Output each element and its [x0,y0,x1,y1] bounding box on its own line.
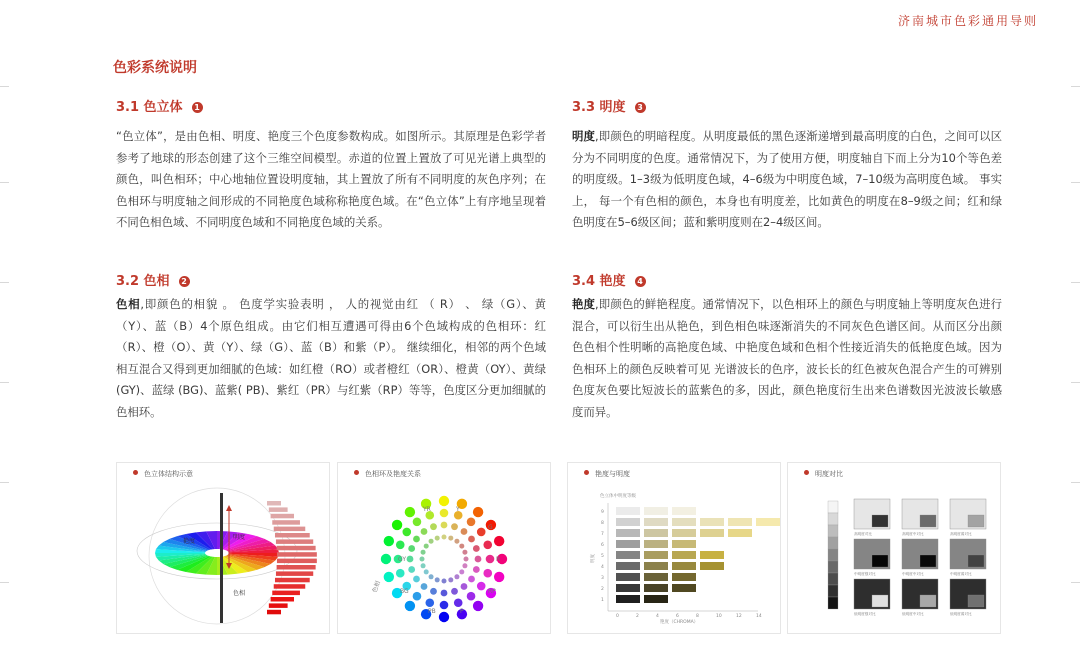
margin-tick [1071,182,1080,183]
section-body: ,即颜色的鲜艳程度。通常情况下，以色相环上的颜色与明度轴上等明度灰色进行混合，可以衍生出从艳色，到色相色味逐渐消失的不同灰色色谱区间。从而区分出颜色色相个性明晰的高艳度色域、中艳度色域和色相个性接近消失的低艳度色域。因为色相环上的颜色反映着可见 光谱波长的色序，波长长的红色被灰色混合产生的可辨别色度灰色要比短波长的蓝紫色的多，因此，颜色艳度衍生出来色谱数因光波波长敏感度而异。 [572,297,1002,419]
chroma-swatch [672,529,696,537]
y-ticks [601,509,604,603]
margin-tick [0,282,9,283]
gray-step [828,513,838,525]
page-heading: 色彩系统说明 [113,60,197,76]
margin-tick [1071,582,1080,583]
hue-dot [424,544,429,549]
hue-annotation: 色相 [233,590,246,597]
chroma-swatch [616,518,640,526]
section-badge: 2 [179,276,190,287]
hue-dot [413,517,422,526]
hue-dot [468,576,475,583]
hue-dot [408,545,415,552]
hue-dot [402,528,411,537]
red-swatch [277,546,316,551]
margin-tick [0,382,9,383]
chroma-swatch [672,562,696,570]
section-badge: 3 [635,102,646,113]
contrast-caption: 低明度中对比 [902,612,924,616]
figure-label [354,469,421,479]
gray-step [828,549,838,561]
section-brightness [572,98,1002,234]
x-tick-label: 10 [716,614,722,619]
section-hue [116,272,546,424]
hue-dot [467,517,476,526]
margin-tick [1071,482,1080,483]
figure-label [133,469,193,479]
hue-dot [473,601,483,611]
section-body: ,即颜色的相貌 。 色度学实验表明 ， 人的视觉由红 （ R） 、 绿（G）、黄（Y）、蓝（B）4个原色组成。由它们相互遭遇可得由6个色域构成的色相环：红（R）、橙（O）、黄（Y）、绿（G）、蓝（B）和紫（P）。 继续细化，相邻的两个色域相互混合又得到更加细腻的色域：如红橙（RO）或者橙红（OR）、橙黄（OY）、黄绿(GY)、蓝绿 (BG)、蓝紫( PB)、紫红（PR）与红紫（RP）等等，色度区分更加细腻的色相环。 [116,297,546,419]
figure-label-text: 明度对比 [815,470,843,478]
figure-hue-wheel [337,462,551,634]
x-tick-label: 14 [756,614,762,619]
hue-dot [435,577,440,582]
hue-dot [483,569,492,578]
contrast-grid [854,499,986,616]
gray-step [828,501,838,513]
brightness-axis [220,493,223,623]
contrast-inner-square [968,515,984,527]
hue-dot [442,579,447,584]
guide-title: 济南城市色彩通用导则 [897,14,1038,28]
contrast-inner-square [872,595,888,607]
chroma-swatch [644,584,668,592]
gray-scale-bar [828,501,838,609]
hue-dot [462,550,467,555]
chart-top-caption: 色立体中明度等级 [600,494,636,499]
chroma-swatch [644,573,668,581]
contrast-caption: 高明度中对比 [902,532,924,536]
section-lead: 艳度 [572,297,596,311]
y-tick-label: 5 [601,554,604,559]
hue-dot [439,496,449,506]
hue-dot [454,574,459,579]
section-title [572,272,1002,292]
red-swatch [269,507,288,512]
hue-dot [430,588,437,595]
hue-dot [440,601,449,610]
hue-dot [425,598,434,607]
y-tick-label: 3 [601,576,604,581]
y-axis-label: 明度 [591,554,596,563]
hue-dot [405,507,415,517]
hue-dot [435,536,440,541]
chroma-swatch [756,518,780,526]
figure-chroma-brightness [567,462,781,634]
section-title-text: 3.3 明度 [572,100,626,115]
gray-step [828,585,838,597]
x-tick-label: 4 [656,614,659,619]
bullet-icon [804,470,809,475]
hue-dot [408,566,415,573]
chroma-swatch [616,584,640,592]
chroma-swatches [616,507,780,603]
chroma-swatch [700,529,724,537]
hue-dot [384,572,394,582]
x-tick-label: 2 [636,614,639,619]
hue-dot [424,569,429,574]
hue-dot [421,563,426,568]
margin-tick [0,482,9,483]
chroma-swatch [728,529,752,537]
section-body: ,即颜色的明暗程度。从明度最低的黑色逐渐递增到最高明度的白色，之间可以区分为不同明度的色度。通常情况下，为了使用方便，明度轴自下而上分为10个等色差的明度级。1–3级为低明度色域，4–6级为中明度色域，7–10级为高明度色域。 事实上， 每一个有色相的颜色，本身也有明度差，比如黄色的明度在8–9级之间；红和绿色明度在5–6级区间；蓝和紫明度则在2–4级区间。 [572,129,1002,230]
hue-dot [454,598,463,607]
hue-dot [461,583,468,590]
red-swatch [275,578,310,583]
hue-dot [473,545,480,552]
section-title [116,98,546,118]
red-swatch [276,539,313,544]
red-swatch [267,610,281,615]
hue-wheel [155,531,279,575]
hue-dot [467,592,476,601]
x-ticks [616,613,762,619]
hue-dot [477,582,486,591]
section-lead: 明度 [572,129,596,143]
hue-label: G [488,524,493,531]
red-swatch [271,597,294,602]
hue-dot [461,528,468,535]
chroma-swatch [700,551,724,559]
red-swatch [271,514,294,519]
y-tick-label: 7 [601,532,604,537]
hue-dot [494,572,504,582]
section-text [572,126,1002,234]
section-color-solid [116,98,546,234]
red-swatch [272,520,300,525]
section-lead: 色相 [116,297,141,311]
margin-tick [0,582,9,583]
red-swatch [272,591,300,596]
margin-tick [1071,382,1080,383]
figure-color-solid [116,462,330,634]
margin-tick [1071,86,1080,87]
contrast-inner-square [872,555,888,567]
contrast-inner-square [968,555,984,567]
hue-dot [441,522,448,529]
hue-dot [392,520,402,530]
hue-dot [430,523,437,530]
chroma-annotation: 艳度 [183,538,196,545]
hue-dot [420,557,425,562]
gray-step [828,573,838,585]
hue-dot [464,557,469,562]
hue-label: Y [456,506,460,513]
y-tick-label: 4 [601,565,604,570]
contrast-inner-square [920,595,936,607]
chroma-swatch [616,540,640,548]
gray-step [828,561,838,573]
hue-dot [440,509,449,518]
red-swatch [277,559,317,564]
hue-dot [429,574,434,579]
hue-label: P [460,608,464,615]
hue-dot [459,569,464,574]
hue-label: R [496,556,501,563]
section-text [572,294,1002,424]
hue-dot [413,592,422,601]
hue-dot [439,612,449,622]
hue-dot [441,590,448,597]
chroma-swatch [672,584,696,592]
hue-dot [462,563,467,568]
section-badge: 1 [192,102,203,113]
section-title-text: 3.1 色立体 [116,100,183,115]
x-axis-label: 艳度（CHROMA） [660,620,699,625]
hue-label: RP [488,588,496,595]
x-tick-label: 6 [676,614,679,619]
hue-dot [448,577,453,582]
red-swatch [269,603,288,608]
x-tick-label: 8 [696,614,699,619]
hue-axis-label: 色相 [371,579,382,594]
hue-dot [413,536,420,543]
hue-dot [421,550,426,555]
contrast-caption: 低明度弱对比 [950,612,972,616]
chroma-swatch [644,507,668,515]
gray-step [828,537,838,549]
contrast-caption: 高明度对比 [854,532,872,536]
section-title-text: 3.2 色相 [116,274,170,289]
contrast-caption: 中明度中对比 [902,572,924,576]
hue-dot [459,544,464,549]
hue-wheel-diagram [338,481,550,631]
bullet-icon [584,470,589,475]
hue-dot [477,528,486,537]
chroma-swatch [672,518,696,526]
y-tick-label: 6 [601,543,604,548]
hue-dot [429,539,434,544]
hue-dot [494,536,504,546]
chroma-swatch [644,529,668,537]
contrast-caption: 中明度强对比 [854,572,876,576]
chroma-swatch [616,595,640,603]
y-tick-label: 8 [601,521,604,526]
chroma-swatch [672,540,696,548]
contrast-inner-square [872,515,888,527]
margin-tick [0,182,9,183]
hue-label: PB [428,608,436,615]
chroma-swatch [616,529,640,537]
hue-dot [421,583,428,590]
hue-dot [454,539,459,544]
chroma-swatch [616,573,640,581]
hue-dot [473,507,483,517]
hue-dot [407,556,414,563]
hue-label: YR [423,506,431,513]
hue-dot [442,535,447,540]
hue-dot [396,540,405,549]
x-tick-label: 12 [736,614,742,619]
contrast-inner-square [920,555,936,567]
hue-dot [486,555,495,564]
hue-dot [384,536,394,546]
y-tick-label: 2 [601,587,604,592]
figure-label-text: 色立体结构示意 [144,470,193,478]
contrast-caption: 低明度强对比 [854,612,876,616]
chroma-swatch [700,518,724,526]
margin-tick [0,86,9,87]
figure-label-text: 艳度与明度 [595,470,630,478]
figure-label [584,469,630,479]
contrast-caption: 高明度弱对比 [950,532,972,536]
hue-dot [405,601,415,611]
hue-label: BG [400,588,409,595]
color-solid-diagram [117,481,329,631]
hue-dot [473,566,480,573]
gray-step [828,597,838,609]
hue-dot [381,554,391,564]
hue-dot [451,523,458,530]
figure-brightness-contrast [787,462,1001,634]
hue-dot [421,528,428,535]
arrow-up-icon [226,505,232,511]
chroma-swatch [672,573,696,581]
hue-dot [448,536,453,541]
section-badge: 4 [635,276,646,287]
red-swatch [277,552,317,557]
gray-step [828,525,838,537]
chroma-swatch [644,540,668,548]
red-swatch [274,584,306,589]
contrast-caption: 中明度弱对比 [950,572,972,576]
section-title [572,98,1002,118]
chroma-swatch [616,562,640,570]
figure-label-text: 色相环及艳度关系 [365,470,421,478]
brightness-annotation: 明度 [233,534,246,541]
chroma-swatch [644,518,668,526]
y-tick-label: 1 [601,598,604,603]
section-title-text: 3.4 艳度 [572,274,626,289]
section-text: “色立体”，是由色相、明度、艳度三个色度参数构成。如图所示。其原理是色彩学者参考了地球的形态创建了这个三维空间模型。赤道的位置上置放了可见光谱上典型的颜色，叫色相环；中心地轴位置设明度轴，其上置放了所有不同明度的灰色序列；在色相环与明度轴之间形成的不同艳度色域称称艳度色域。在“色立体”上有序地呈现着不同色相色域、不同明度色域和不同艳度色域的关系。 [116,129,546,230]
red-swatch [275,533,310,538]
x-tick-label: 0 [616,614,619,619]
hue-label: GY [398,556,407,563]
hue-dot [413,576,420,583]
figure-label [804,469,843,479]
hue-dot [475,556,482,563]
hue-dot [451,588,458,595]
margin-tick [1071,282,1080,283]
red-swatch [276,571,313,576]
contrast-inner-square [920,515,936,527]
chroma-swatch [672,507,696,515]
hue-dot [396,569,405,578]
chroma-swatch [644,595,668,603]
red-swatch [277,565,316,570]
chroma-swatch [616,551,640,559]
section-title [116,272,546,292]
chroma-swatch [644,562,668,570]
bullet-icon [133,470,138,475]
section-text [116,294,546,424]
chroma-swatch [672,551,696,559]
bullet-icon [354,470,359,475]
chroma-swatch [644,551,668,559]
chroma-swatch [616,507,640,515]
chroma-swatch [728,518,752,526]
hue-dot [468,536,475,543]
red-swatch [267,501,281,506]
chroma-swatch [700,562,724,570]
red-swatch [274,527,306,532]
brightness-contrast-diagram [788,481,1000,631]
hue-dot [483,540,492,549]
section-chroma [572,272,1002,424]
contrast-inner-square [968,595,984,607]
y-tick-label: 9 [601,510,604,515]
chroma-brightness-diagram [568,481,780,631]
